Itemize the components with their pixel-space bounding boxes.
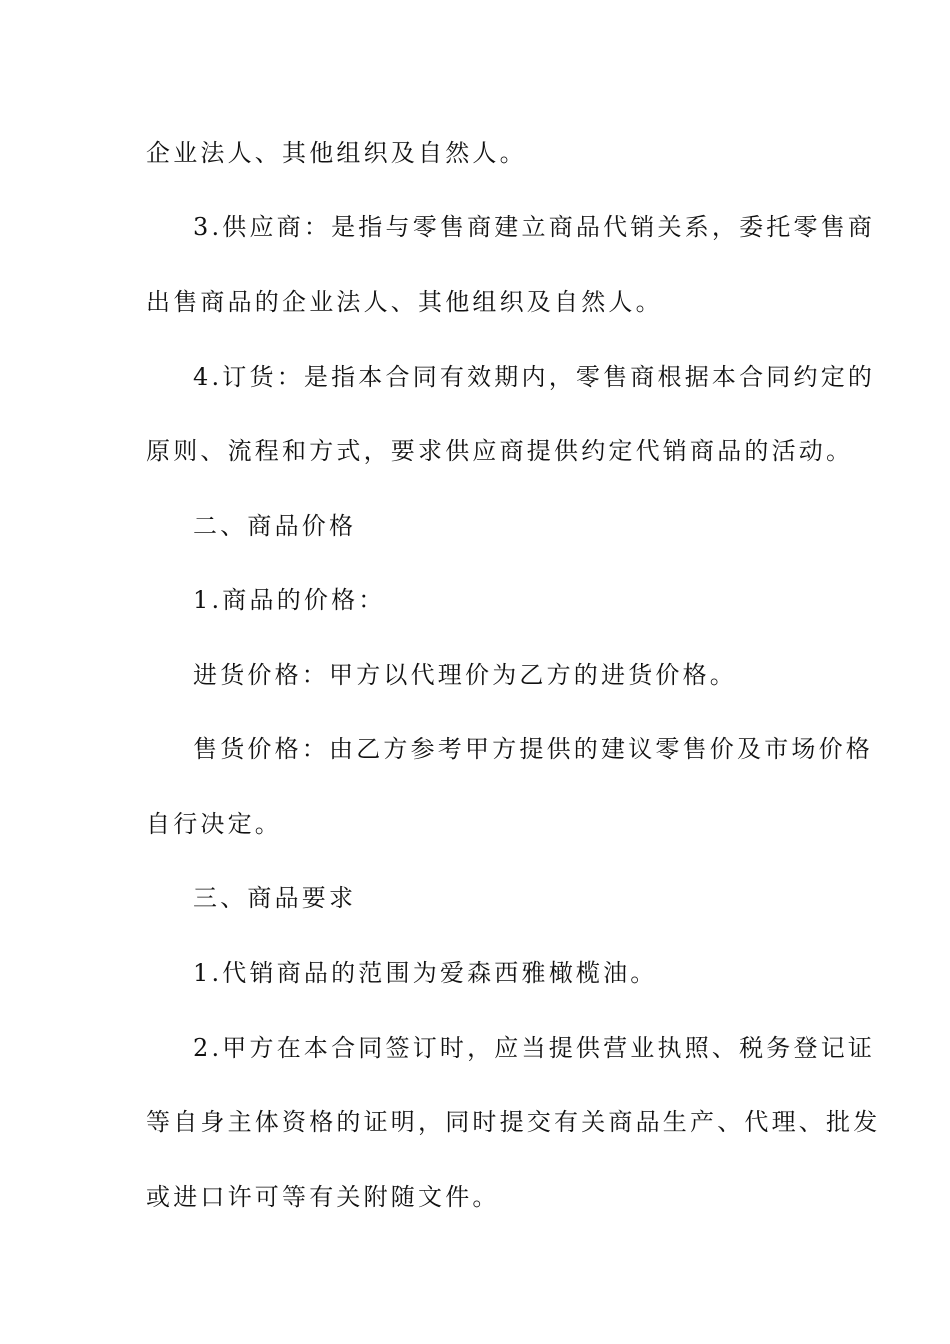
paragraph-line: 1.代销商品的范围为爱森西雅橄榄油。 xyxy=(193,959,658,987)
paragraph-line: 自行决定。 xyxy=(146,810,282,838)
section-heading: 三、商品要求 xyxy=(193,884,357,912)
paragraph-line: 3.供应商：是指与零售商建立商品代销关系，委托零售商 xyxy=(193,213,876,241)
paragraph-line: 或进口许可等有关附随文件。 xyxy=(146,1183,500,1211)
paragraph-line: 售货价格：由乙方参考甲方提供的建议零售价及市场价格 xyxy=(193,735,873,763)
paragraph-line: 1.商品的价格： xyxy=(193,586,386,614)
paragraph-line: 2.甲方在本合同签订时，应当提供营业执照、税务登记证 xyxy=(193,1034,876,1062)
paragraph-line: 出售商品的企业法人、其他组织及自然人。 xyxy=(146,288,663,316)
section-heading: 二、商品价格 xyxy=(193,512,357,540)
paragraph-line: 等自身主体资格的证明，同时提交有关商品生产、代理、批发 xyxy=(146,1108,881,1136)
paragraph-line: 原则、流程和方式，要求供应商提供约定代销商品的活动。 xyxy=(146,437,854,465)
paragraph-line: 进货价格：甲方以代理价为乙方的进货价格。 xyxy=(193,661,737,689)
paragraph-line: 4.订货：是指本合同有效期内，零售商根据本合同约定的 xyxy=(193,363,876,391)
paragraph-line: 企业法人、其他组织及自然人。 xyxy=(146,139,527,167)
